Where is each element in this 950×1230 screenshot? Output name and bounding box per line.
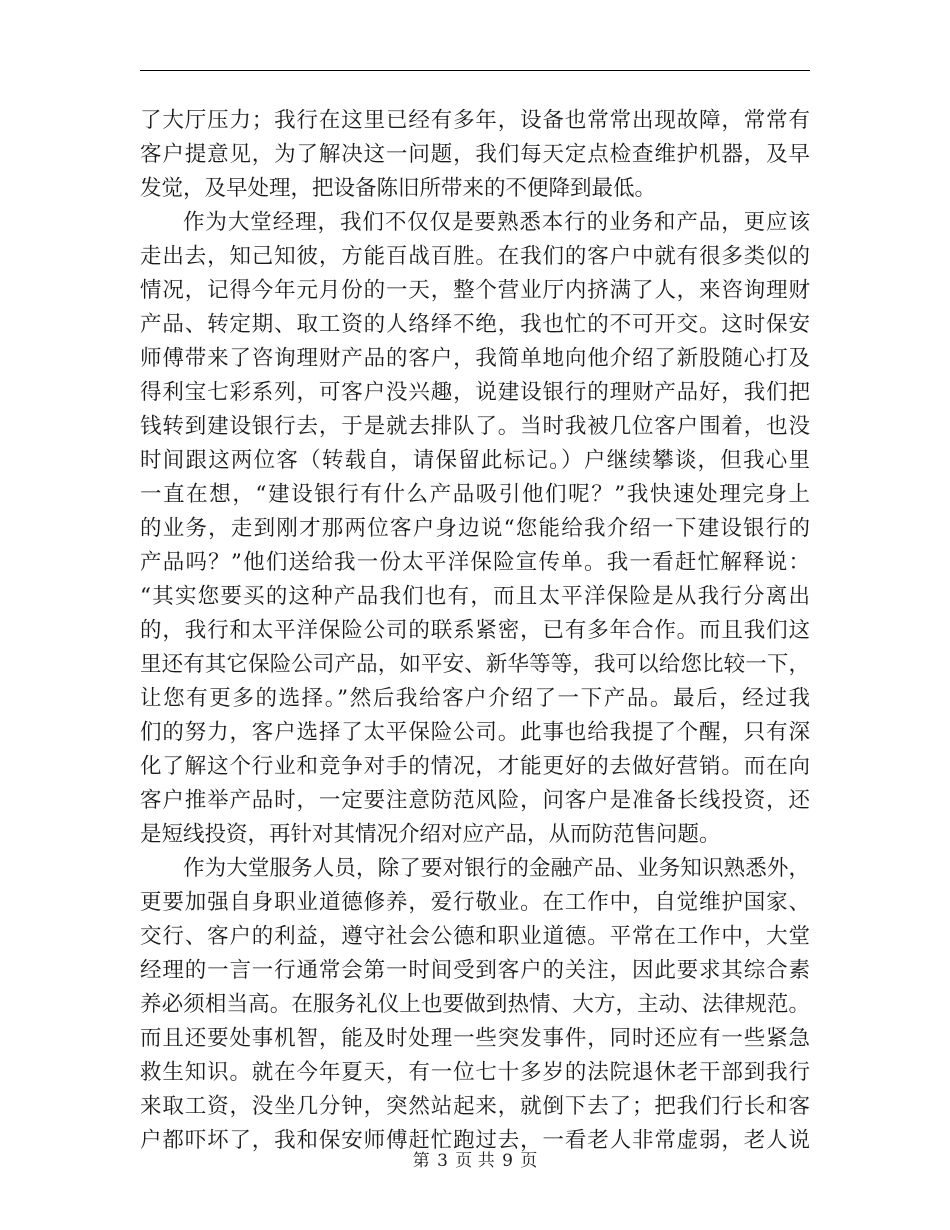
footer-total-pages: 9: [502, 1151, 513, 1171]
text-line: 们的努力，客户选择了太平保险公司。此事也给我提了个醒，只有深: [140, 720, 810, 745]
text-line: 化了解这个行业和竞争对手的情况，才能更好的去做好营销。而在向: [140, 754, 810, 779]
footer-prefix: 第: [412, 1151, 430, 1171]
text-line: 交行、客户的利益，遵守社会公德和职业道德。平常在工作中，大堂: [140, 924, 810, 949]
text-line: 客户推举产品时，一定要注意防范风险，问客户是准备长线投资，还: [140, 788, 810, 813]
text-line: 师傅带来了咨询理财产品的客户，我简单地向他介绍了新股随心打及: [140, 346, 810, 371]
text-line: 让您有更多的选择。”然后我给客户介绍了一下产品。最后，经过我: [140, 686, 810, 711]
text-line: 客户提意见，为了解决这一问题，我们每天定点检查维护机器，及早: [140, 142, 810, 167]
document-body: [140, 104, 810, 1158]
text-line: 作为大堂经理，我们不仅仅是要熟悉本行的业务和产品，更应该: [183, 210, 810, 235]
footer-middle: 页 共: [455, 1151, 495, 1171]
text-line: 一直在想，“建设银行有什么产品吸引他们呢？”我快速处理完身上: [140, 482, 810, 507]
text-line: 是短线投资，再针对其情况介绍对应产品，从而防范售问题。: [140, 822, 721, 847]
text-line: 更要加强自身职业道德修养，爱行敬业。在工作中，自觉维护国家、: [140, 890, 810, 915]
header-rule: [140, 70, 810, 71]
text-line: 作为大堂服务人员，除了要对银行的金融产品、业务知识熟悉外，: [183, 856, 810, 881]
text-line: 产品吗？”他们送给我一份太平洋保险宣传单。我一看赶忙解释说：: [140, 550, 810, 575]
text-line: 而且还要处事机智，能及时处理一些突发事件，同时还应有一些紧急: [140, 1026, 810, 1051]
text-line: 钱转到建设银行去，于是就去排队了。当时我被几位客户围着，也没: [140, 414, 810, 439]
text-line: 来取工资，没坐几分钟，突然站起来，就倒下去了；把我们行长和客: [140, 1094, 810, 1119]
text-line: 里还有其它保险公司产品，如平安、新华等等，我可以给您比较一下，: [140, 652, 810, 677]
text-line: 经理的一言一行通常会第一时间受到客户的关注，因此要求其综合素: [140, 958, 810, 983]
text-line: 救生知识。就在今年夏天，有一位七十多岁的法院退休老干部到我行: [140, 1060, 810, 1085]
text-line: 发觉，及早处理，把设备陈旧所带来的不便降到最低。: [140, 176, 657, 201]
text-line: “其实您要买的这种产品我们也有，而且太平洋保险是从我行分离出: [140, 584, 810, 609]
text-line: 时间跟这两位客（转载自，请保留此标记。）户继续攀谈，但我心里: [140, 448, 810, 473]
text-line: 养必须相当高。在服务礼仪上也要做到热情、大方，主动、法律规范。: [140, 992, 810, 1017]
page-footer: [0, 1150, 950, 1172]
footer-current-page: 3: [437, 1151, 448, 1171]
text-line: 的业务，走到刚才那两位客户身边说“您能给我介绍一下建设银行的: [140, 516, 810, 541]
text-line: 产品、转定期、取工资的人络绎不绝，我也忙的不可开交。这时保安: [140, 312, 810, 337]
text-line: 得利宝七彩系列，可客户没兴趣，说建设银行的理财产品好，我们把: [140, 380, 810, 405]
text-line: 走出去，知己知彼，方能百战百胜。在我们的客户中就有很多类似的: [140, 244, 810, 269]
text-line: 户都吓坏了，我和保安师傅赶忙跑过去，一看老人非常虚弱，老人说: [140, 1128, 810, 1153]
text-line: 了大厅压力；我行在这里已经有多年，设备也常常出现故障，常常有: [140, 108, 810, 133]
text-line: 的，我行和太平洋保险公司的联系紧密，已有多年合作。而且我们这: [140, 618, 810, 643]
footer-suffix: 页: [520, 1151, 538, 1171]
text-line: 情况，记得今年元月份的一天，整个营业厅内挤满了人，来咨询理财: [140, 278, 810, 303]
